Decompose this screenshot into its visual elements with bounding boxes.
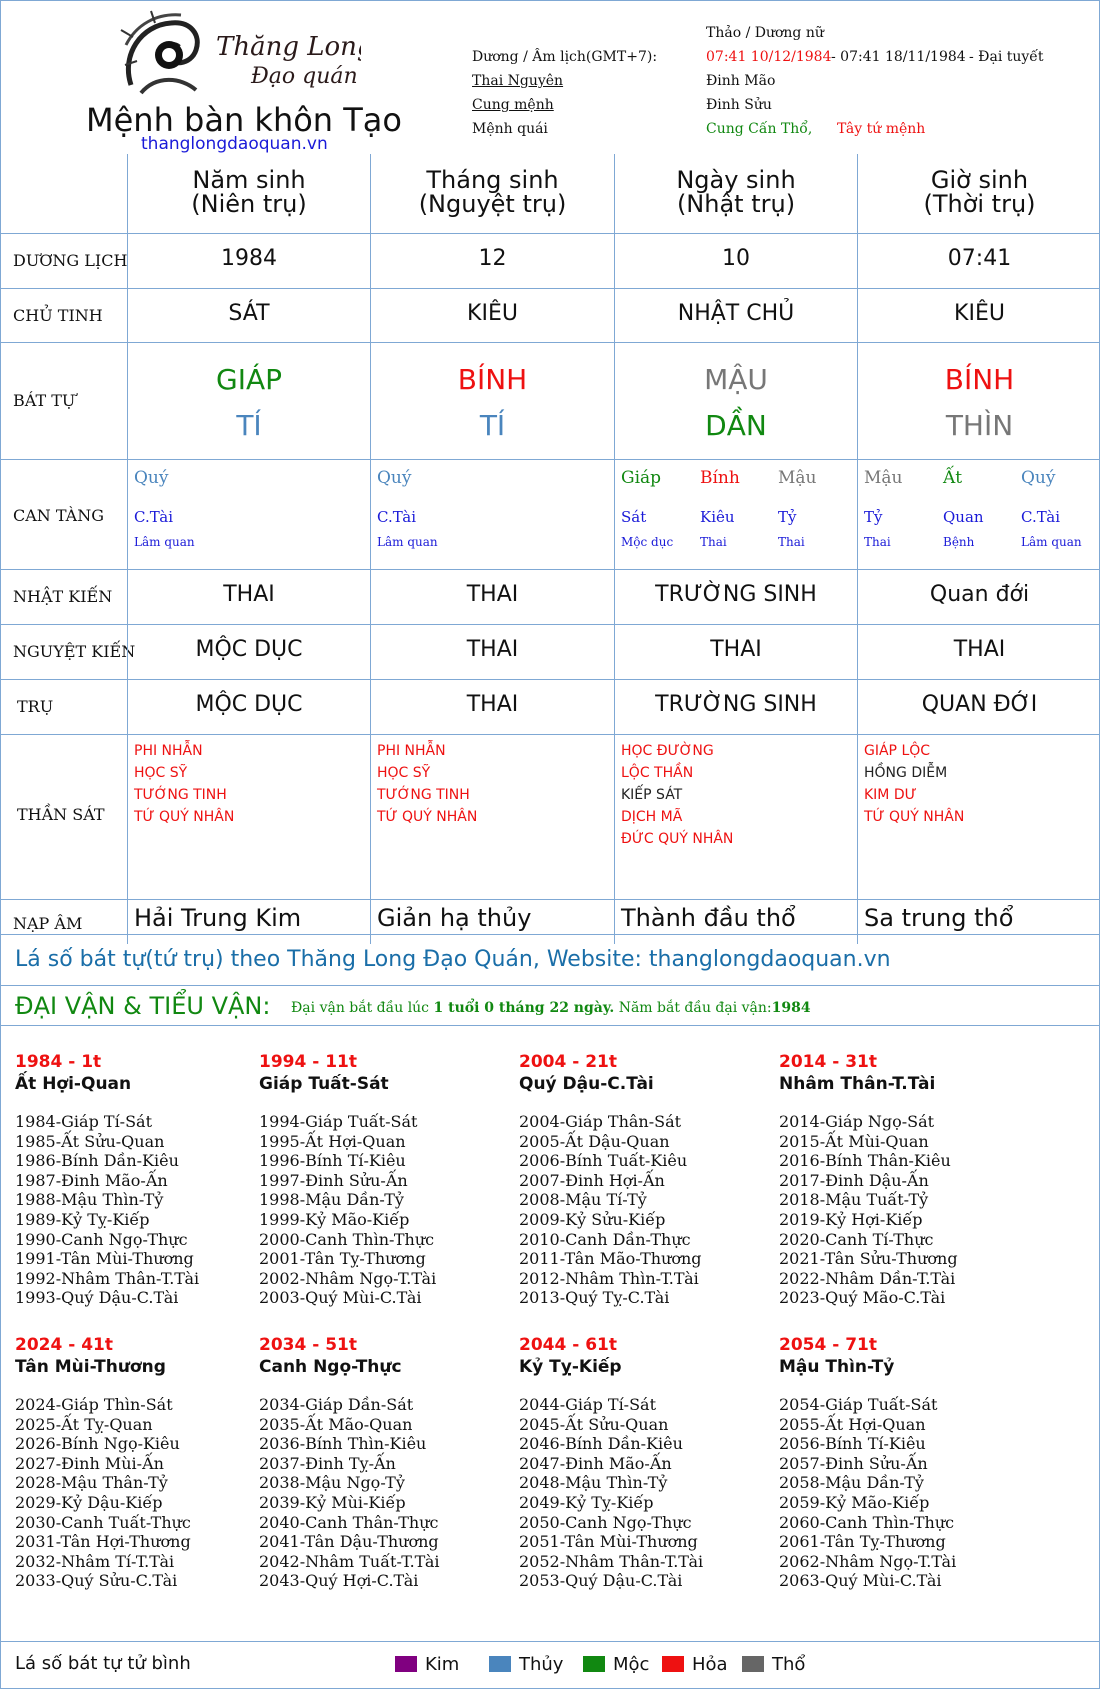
year-item: 1997-Đinh Sửu-Ấn [259,1170,408,1190]
legend-item [583,1654,649,1675]
year-item: 2032-Nhâm Tí-T.Tài [15,1551,175,1571]
palace-value: Đinh Sửu [706,97,772,113]
shen-sha-item: TỨ QUÝ NHÂN [134,809,235,825]
pillar-0-cell [127,680,370,734]
pillar-heading: Giờ sinh [930,166,1029,194]
year-item: 1989-Kỷ Tỵ-Kiếp [15,1209,150,1229]
life-phase: Lâm quan [377,535,438,549]
year-item: 2052-Nhâm Thân-T.Tài [519,1551,704,1571]
shen-sha-item: LỘC THẦN [621,765,694,781]
pillar-0-cell [127,735,370,899]
site-link[interactable]: thanglongdaoquan.vn [141,134,328,154]
place-value: Đinh Mão [706,73,776,89]
year-item: 2015-Ất Mùi-Quan [779,1131,929,1151]
pillar-subheading: (Niên trụ) [191,190,307,218]
year-item: 2053-Quý Dậu-C.Tài [519,1571,683,1591]
legend-item [395,1654,459,1675]
pillar-1-cell [370,154,614,233]
solar-value: 07:41 [947,246,1012,271]
year-item: 2018-Mậu Tuất-Tỷ [779,1190,929,1210]
pillar-1-cell [370,460,614,569]
main-star: SÁT [228,301,270,326]
life-phase: Lâm quan [134,535,195,549]
year-item: 2027-Đinh Mùi-Ấn [15,1453,164,1473]
nguyet-kien-value: THAI [466,637,519,662]
hidden-stem: Bính [700,468,740,488]
pillar-0-cell [127,234,370,288]
dai-van-pillar: Nhâm Thân-T.Tài [779,1074,936,1094]
shen-sha-item: KIẾP SÁT [621,787,683,803]
dai-van-block [259,1052,509,1308]
year-item: 2001-Tân Tỵ-Thương [259,1249,426,1269]
year-item: 2033-Quý Sửu-C.Tài [15,1571,178,1591]
year-item: 2034-Giáp Dần-Sát [259,1395,414,1414]
tru-value: TRƯỜNG SINH [655,692,817,717]
row-label: NHẬT KIẾN [13,587,113,606]
earthly-branch: TÍ [236,409,262,442]
person-name: Thảo / Dương nữ [706,25,824,41]
dai-van-pillar: Mậu Thìn-Tỷ [779,1357,895,1377]
year-list [779,1395,1029,1591]
row-label: TRỤ [17,697,54,716]
ten-god: Quan [943,508,984,526]
hidden-stem: Mậu [778,468,817,488]
life-phase: Bệnh [943,535,975,549]
hidden-stem: Quý [1021,468,1056,488]
dai-van-pillar: Ất Hợi-Quan [15,1074,132,1094]
main-star: NHẬT CHỦ [677,301,795,326]
ten-god: C.Tài [134,508,174,526]
year-item: 1996-Bính Tí-Kiêu [259,1151,406,1171]
year-item: 2057-Đinh Sửu-Ấn [779,1453,928,1473]
year-list [519,1395,769,1591]
year-item: 2002-Nhâm Ngọ-T.Tài [259,1268,437,1288]
dai-van-pillar: Tân Mùi-Thương [15,1357,166,1377]
legend-swatch [742,1656,764,1672]
pillar-2-cell [614,234,857,288]
legend-label: Kim [425,1654,460,1675]
shen-sha-item: HỒNG DIỄM [864,765,948,781]
year-item: 2014-Giáp Ngọ-Sát [779,1112,935,1131]
row-head [1,154,1100,233]
solar-datetime: 07:41 10/12/1984 [706,49,832,65]
nhat-kien-value: Quan đới [929,582,1030,607]
shen-sha-item: TƯỚNG TINH [377,787,470,803]
year-list [779,1112,1029,1308]
year-item: 1985-Ất Sửu-Quan [15,1131,165,1151]
solar-value: 10 [722,246,750,271]
year-item: 2038-Mậu Ngọ-Tỷ [259,1473,405,1493]
pillar-3-cell [857,154,1100,233]
year-item: 2022-Nhâm Dần-T.Tài [779,1268,956,1288]
nhat-kien-value: TRƯỜNG SINH [655,582,817,607]
chart-title: Mệnh bàn khôn Tạo [86,101,402,139]
ten-god: Sát [621,508,647,526]
life-phase: Lâm quan [1021,535,1082,549]
pillar-0-cell [127,343,370,459]
dai-van-title: ĐẠI VẬN & TIỂU VẬN: [15,992,271,1020]
legend-swatch [662,1656,684,1672]
year-item: 2050-Canh Ngọ-Thực [519,1512,692,1532]
year-item: 2039-Kỷ Mùi-Kiếp [259,1492,406,1512]
life-phase: Mộc dục [621,535,674,549]
pillar-3-cell [857,234,1100,288]
row-nguyet-kien [1,624,1100,679]
chart-header [1,1,1100,154]
pillar-2-cell [614,735,857,899]
heavenly-stem: GIÁP [216,363,282,396]
year-list [15,1112,265,1308]
dai-van-block [519,1335,769,1591]
year-list [259,1112,509,1308]
dai-van-pillar: Canh Ngọ-Thực [259,1357,402,1377]
legend-swatch [395,1656,417,1672]
solar-value: 12 [478,246,507,271]
shen-sha-item: ĐỨC QUÝ NHÂN [621,831,734,847]
year-item: 2012-Nhâm Thìn-T.Tài [519,1268,699,1288]
year-item: 2005-Ất Dậu-Quan [519,1131,670,1151]
shen-sha-item: TỨ QUÝ NHÂN [864,809,965,825]
year-item: 2037-Đinh Tỵ-Ấn [259,1453,396,1473]
pillar-3-cell [857,460,1100,569]
ten-god: C.Tài [377,508,417,526]
pillar-1-cell [370,343,614,459]
pillar-heading: Ngày sinh [676,166,796,194]
tru-value: QUAN ĐỚI [921,692,1038,717]
dai-van-range: 2024 - 41t [15,1335,113,1355]
nap-am-value: Sa trung thổ [864,904,1014,932]
lunar-datetime: - 07:41 18/11/1984 [831,49,966,65]
shen-sha-item: HỌC SỸ [377,765,431,781]
legend-label: Thủy [519,1654,564,1675]
heavenly-stem: MẬU [704,363,768,396]
pillar-2-cell [614,343,857,459]
ten-god: C.Tài [1021,508,1061,526]
year-item: 2054-Giáp Tuất-Sát [779,1395,938,1414]
dai-van-note: Đại vận bắt đầu lúc 1 tuổi 0 tháng 22 ngày. Năm bắt đầu đại vận:1984 [291,1000,811,1016]
dai-van-header-row [1,985,1100,1025]
shen-sha-item: GIÁP LỘC [864,743,931,759]
year-item: 2051-Tân Mùi-Thương [519,1532,698,1552]
gua-value: Cung Cấn Thổ, [706,121,813,137]
earthly-branch: DẦN [705,409,767,442]
legend-label: Mộc [613,1654,650,1675]
pillar-subheading: (Nguyệt trụ) [418,190,567,218]
ten-god: Kiêu [700,508,735,526]
shen-sha-item: HỌC ĐƯỜNG [621,743,714,759]
footer-note: Lá số bát tự tử bình [15,1653,191,1674]
dragon-icon [111,5,361,101]
hidden-stem: Ất [943,468,963,488]
year-item: 2047-Đinh Mão-Ấn [519,1453,672,1473]
pillar-1-cell [370,234,614,288]
dai-van-range: 2004 - 21t [519,1052,617,1072]
pillar-2-cell [614,460,857,569]
year-item: 2003-Quý Mùi-C.Tài [259,1288,422,1308]
life-phase: Thai [700,535,727,549]
row-label: CHỦ TINH [13,306,103,325]
footer [1,1641,1100,1689]
year-item: 2044-Giáp Tí-Sát [519,1395,657,1414]
pillar-2-cell [614,570,857,624]
year-item: 2019-Kỷ Hợi-Kiếp [779,1209,923,1229]
year-item: 2059-Kỷ Mão-Kiếp [779,1492,930,1512]
pillar-0-cell [127,154,370,233]
main-star: KIÊU [954,301,1005,326]
year-item: 2017-Đinh Dậu-Ấn [779,1170,929,1190]
year-item: 2010-Canh Dần-Thực [519,1229,691,1249]
row-tru [1,679,1100,734]
nap-am-value: Hải Trung Kim [134,904,302,932]
main-star: KIÊU [467,301,518,326]
earthly-branch: THÌN [945,409,1014,442]
pillar-1-cell [370,570,614,624]
year-item: 2046-Bính Dần-Kiêu [519,1434,683,1454]
pillar-1-cell [370,735,614,899]
dai-van-block [779,1335,1029,1591]
year-item: 2041-Tân Dậu-Thương [259,1532,439,1552]
hidden-stem: Giáp [621,468,662,488]
pillar-0-cell [127,460,370,569]
tru-value: THAI [466,692,519,717]
year-item: 2009-Kỷ Sửu-Kiếp [519,1209,666,1229]
banner-row [1,934,1100,985]
pillar-heading: Năm sinh [192,166,306,194]
pillar-3-cell [857,289,1100,342]
hidden-stem: Quý [134,468,169,488]
nap-am-value: Thành đầu thổ [621,904,796,932]
life-phase: Thai [778,535,805,549]
dai-van-pillar: Kỷ Tỵ-Kiếp [519,1357,622,1377]
pillar-3-cell [857,735,1100,899]
nguyet-kien-value: THAI [710,637,762,662]
legend-label: Hỏa [692,1654,728,1675]
year-list [519,1112,769,1308]
calendar-label: Dương / Âm lịch(GMT+7): [472,49,658,65]
legend-label: Thổ [772,1654,806,1675]
website-banner: Lá số bát tự(tứ trụ) theo Thăng Long Đạo Quán, Website: thanglongdaoquan.vn [15,947,891,972]
year-item: 2056-Bính Tí-Kiêu [779,1434,926,1454]
year-item: 2021-Tân Sửu-Thương [779,1249,958,1269]
solar-value: 1984 [221,246,277,271]
row-can-tang [1,459,1100,569]
year-item: 2006-Bính Tuất-Kiêu [519,1151,688,1171]
dai-van-range: 2034 - 51t [259,1335,357,1355]
dai-van-range: 2054 - 71t [779,1335,877,1355]
year-item: 2055-Ất Hợi-Quan [779,1414,926,1434]
place-label[interactable]: Thai Nguyên [472,73,564,89]
year-item: 2024-Giáp Thìn-Sát [15,1395,173,1414]
year-item: 2040-Canh Thân-Thực [259,1512,439,1532]
shen-sha-item: DỊCH MÃ [621,809,683,825]
pillar-heading: Tháng sinh [426,166,559,194]
year-item: 1995-Ất Hợi-Quan [259,1131,406,1151]
row-than-sat [1,734,1100,899]
dai-van-pillar: Quý Dậu-C.Tài [519,1074,654,1094]
tru-value: MỘC DỤC [195,692,303,717]
nguyet-kien-value: MỘC DỤC [195,637,303,662]
pillar-2-cell [614,289,857,342]
year-item: 2000-Canh Thìn-Thực [259,1229,435,1249]
year-item: 1984-Giáp Tí-Sát [15,1112,153,1131]
pillar-3-cell [857,570,1100,624]
hidden-stem: Quý [377,468,412,488]
year-item: 2004-Giáp Thân-Sát [519,1112,682,1131]
year-item: 2026-Bính Ngọ-Kiêu [15,1434,180,1454]
row-label: THẦN SÁT [17,805,105,824]
year-item: 2023-Quý Mão-C.Tài [779,1288,946,1308]
year-item: 1999-Kỷ Mão-Kiếp [259,1209,410,1229]
year-item: 2030-Canh Tuất-Thực [15,1512,191,1532]
legend-item [489,1654,563,1675]
pillar-3-cell [857,680,1100,734]
nguyet-kien-value: THAI [953,637,1006,662]
dai-van-range: 1994 - 11t [259,1052,357,1072]
heavenly-stem: BÍNH [944,363,1015,396]
year-item: 2025-Ất Tỵ-Quan [15,1414,153,1434]
legend-item [742,1654,805,1675]
pillar-2-cell [614,154,857,233]
year-item: 2060-Canh Thìn-Thực [779,1512,955,1532]
nhat-kien-value: THAI [466,582,519,607]
year-item: 1993-Quý Dậu-C.Tài [15,1288,179,1308]
shen-sha-item: HỌC SỸ [134,765,188,781]
logo-line2: Đạo quán [251,64,358,89]
row-label: NẠP ÂM [13,914,83,933]
hidden-stem: Mậu [864,468,903,488]
pillar-1-cell [370,625,614,679]
shen-sha-item: PHI NHẪN [377,743,446,759]
year-item: 1986-Bính Dần-Kiêu [15,1151,179,1171]
row-chu-tinh [1,288,1100,342]
year-item: 1988-Mậu Thìn-Tỷ [15,1190,164,1210]
shen-sha-item: KIM DƯ [864,787,917,803]
year-item: 1987-Đinh Mão-Ấn [15,1170,168,1190]
row-label: DƯƠNG LỊCH [13,251,128,270]
year-item: 1990-Canh Ngọ-Thực [15,1229,188,1249]
gua-group: Tây tứ mệnh [837,121,926,137]
year-item: 2035-Ất Mão-Quan [259,1414,413,1434]
year-item: 1994-Giáp Tuất-Sát [259,1112,418,1131]
year-item: 2013-Quý Tỵ-C.Tài [519,1288,670,1308]
pillar-1-cell [370,680,614,734]
year-item: 2042-Nhâm Tuất-T.Tài [259,1551,440,1571]
heavenly-stem: BÍNH [457,363,528,396]
row-duong-lich [1,233,1100,288]
dai-van-block [15,1052,265,1308]
dai-van-range: 2014 - 31t [779,1052,877,1072]
dai-van-block [15,1335,265,1591]
year-list [15,1395,265,1591]
dai-van-block [259,1335,509,1591]
dai-van-block [779,1052,1029,1308]
nhat-kien-value: THAI [223,582,275,607]
year-item: 2045-Ất Sửu-Quan [519,1414,669,1434]
shen-sha-item: TỨ QUÝ NHÂN [377,809,478,825]
year-item: 1998-Mậu Dần-Tỷ [259,1190,404,1210]
pillar-subheading: (Thời trụ) [923,190,1036,218]
solar-term: - Đại tuyết [969,49,1044,65]
pillar-2-cell [614,625,857,679]
year-item: 2049-Kỷ Tỵ-Kiếp [519,1492,654,1512]
shen-sha-item: PHI NHẪN [134,743,203,759]
dragon-logo [111,5,361,101]
logo-line1: Thăng Long [216,32,361,62]
year-item: 1992-Nhâm Thân-T.Tài [15,1268,200,1288]
pillar-0-cell [127,289,370,342]
year-list [259,1395,509,1591]
year-item: 2008-Mậu Tí-Tỷ [519,1190,647,1210]
dai-van-body [1,1025,1100,1641]
pillar-3-cell [857,343,1100,459]
row-label: BÁT TỰ [13,391,76,410]
nap-am-value: Giản hạ thủy [377,904,532,932]
pillar-0-cell [127,625,370,679]
legend-item [662,1654,728,1675]
pillar-3-cell [857,625,1100,679]
row-bat-tu [1,342,1100,459]
year-item: 2011-Tân Mão-Thương [519,1249,702,1269]
dai-van-block [519,1052,769,1308]
shen-sha-item: TƯỚNG TINH [134,787,227,803]
life-phase: Thai [864,535,891,549]
earthly-branch: TÍ [479,409,506,442]
dai-van-range: 1984 - 1t [15,1052,102,1072]
year-item: 2062-Nhâm Ngọ-T.Tài [779,1551,957,1571]
year-item: 2058-Mậu Dần-Tỷ [779,1473,924,1493]
year-item: 2063-Quý Mùi-C.Tài [779,1571,942,1591]
year-item: 2061-Tân Tỵ-Thương [779,1532,946,1552]
year-item: 2007-Đinh Hợi-Ấn [519,1170,665,1190]
year-item: 2016-Bính Thân-Kiêu [779,1151,951,1171]
row-label: NGUYỆT KIẾN [13,642,136,661]
ten-god: Tỷ [778,508,797,526]
legend-swatch [583,1656,605,1672]
gua-label: Mệnh quái [472,121,548,137]
palace-label[interactable]: Cung mệnh [472,97,554,113]
pillar-subheading: (Nhật trụ) [676,190,796,218]
year-item: 2048-Mậu Thìn-Tỷ [519,1473,668,1493]
year-item: 2036-Bính Thìn-Kiêu [259,1434,427,1454]
legend-swatch [489,1656,511,1672]
row-label: CAN TÀNG [13,506,105,525]
ten-god: Tỷ [864,508,883,526]
year-item: 2028-Mậu Thân-Tỷ [15,1473,168,1493]
year-item: 1991-Tân Mùi-Thương [15,1249,194,1269]
year-item: 2043-Quý Hợi-C.Tài [259,1571,419,1591]
dai-van-range: 2044 - 61t [519,1335,617,1355]
pillar-1-cell [370,289,614,342]
year-item: 2029-Kỷ Dậu-Kiếp [15,1492,163,1512]
pillar-2-cell [614,680,857,734]
row-nhat-kien [1,569,1100,624]
year-item: 2020-Canh Tí-Thực [779,1229,934,1249]
year-item: 2031-Tân Hợi-Thương [15,1532,191,1552]
dai-van-pillar: Giáp Tuất-Sát [259,1074,389,1094]
pillar-0-cell [127,570,370,624]
